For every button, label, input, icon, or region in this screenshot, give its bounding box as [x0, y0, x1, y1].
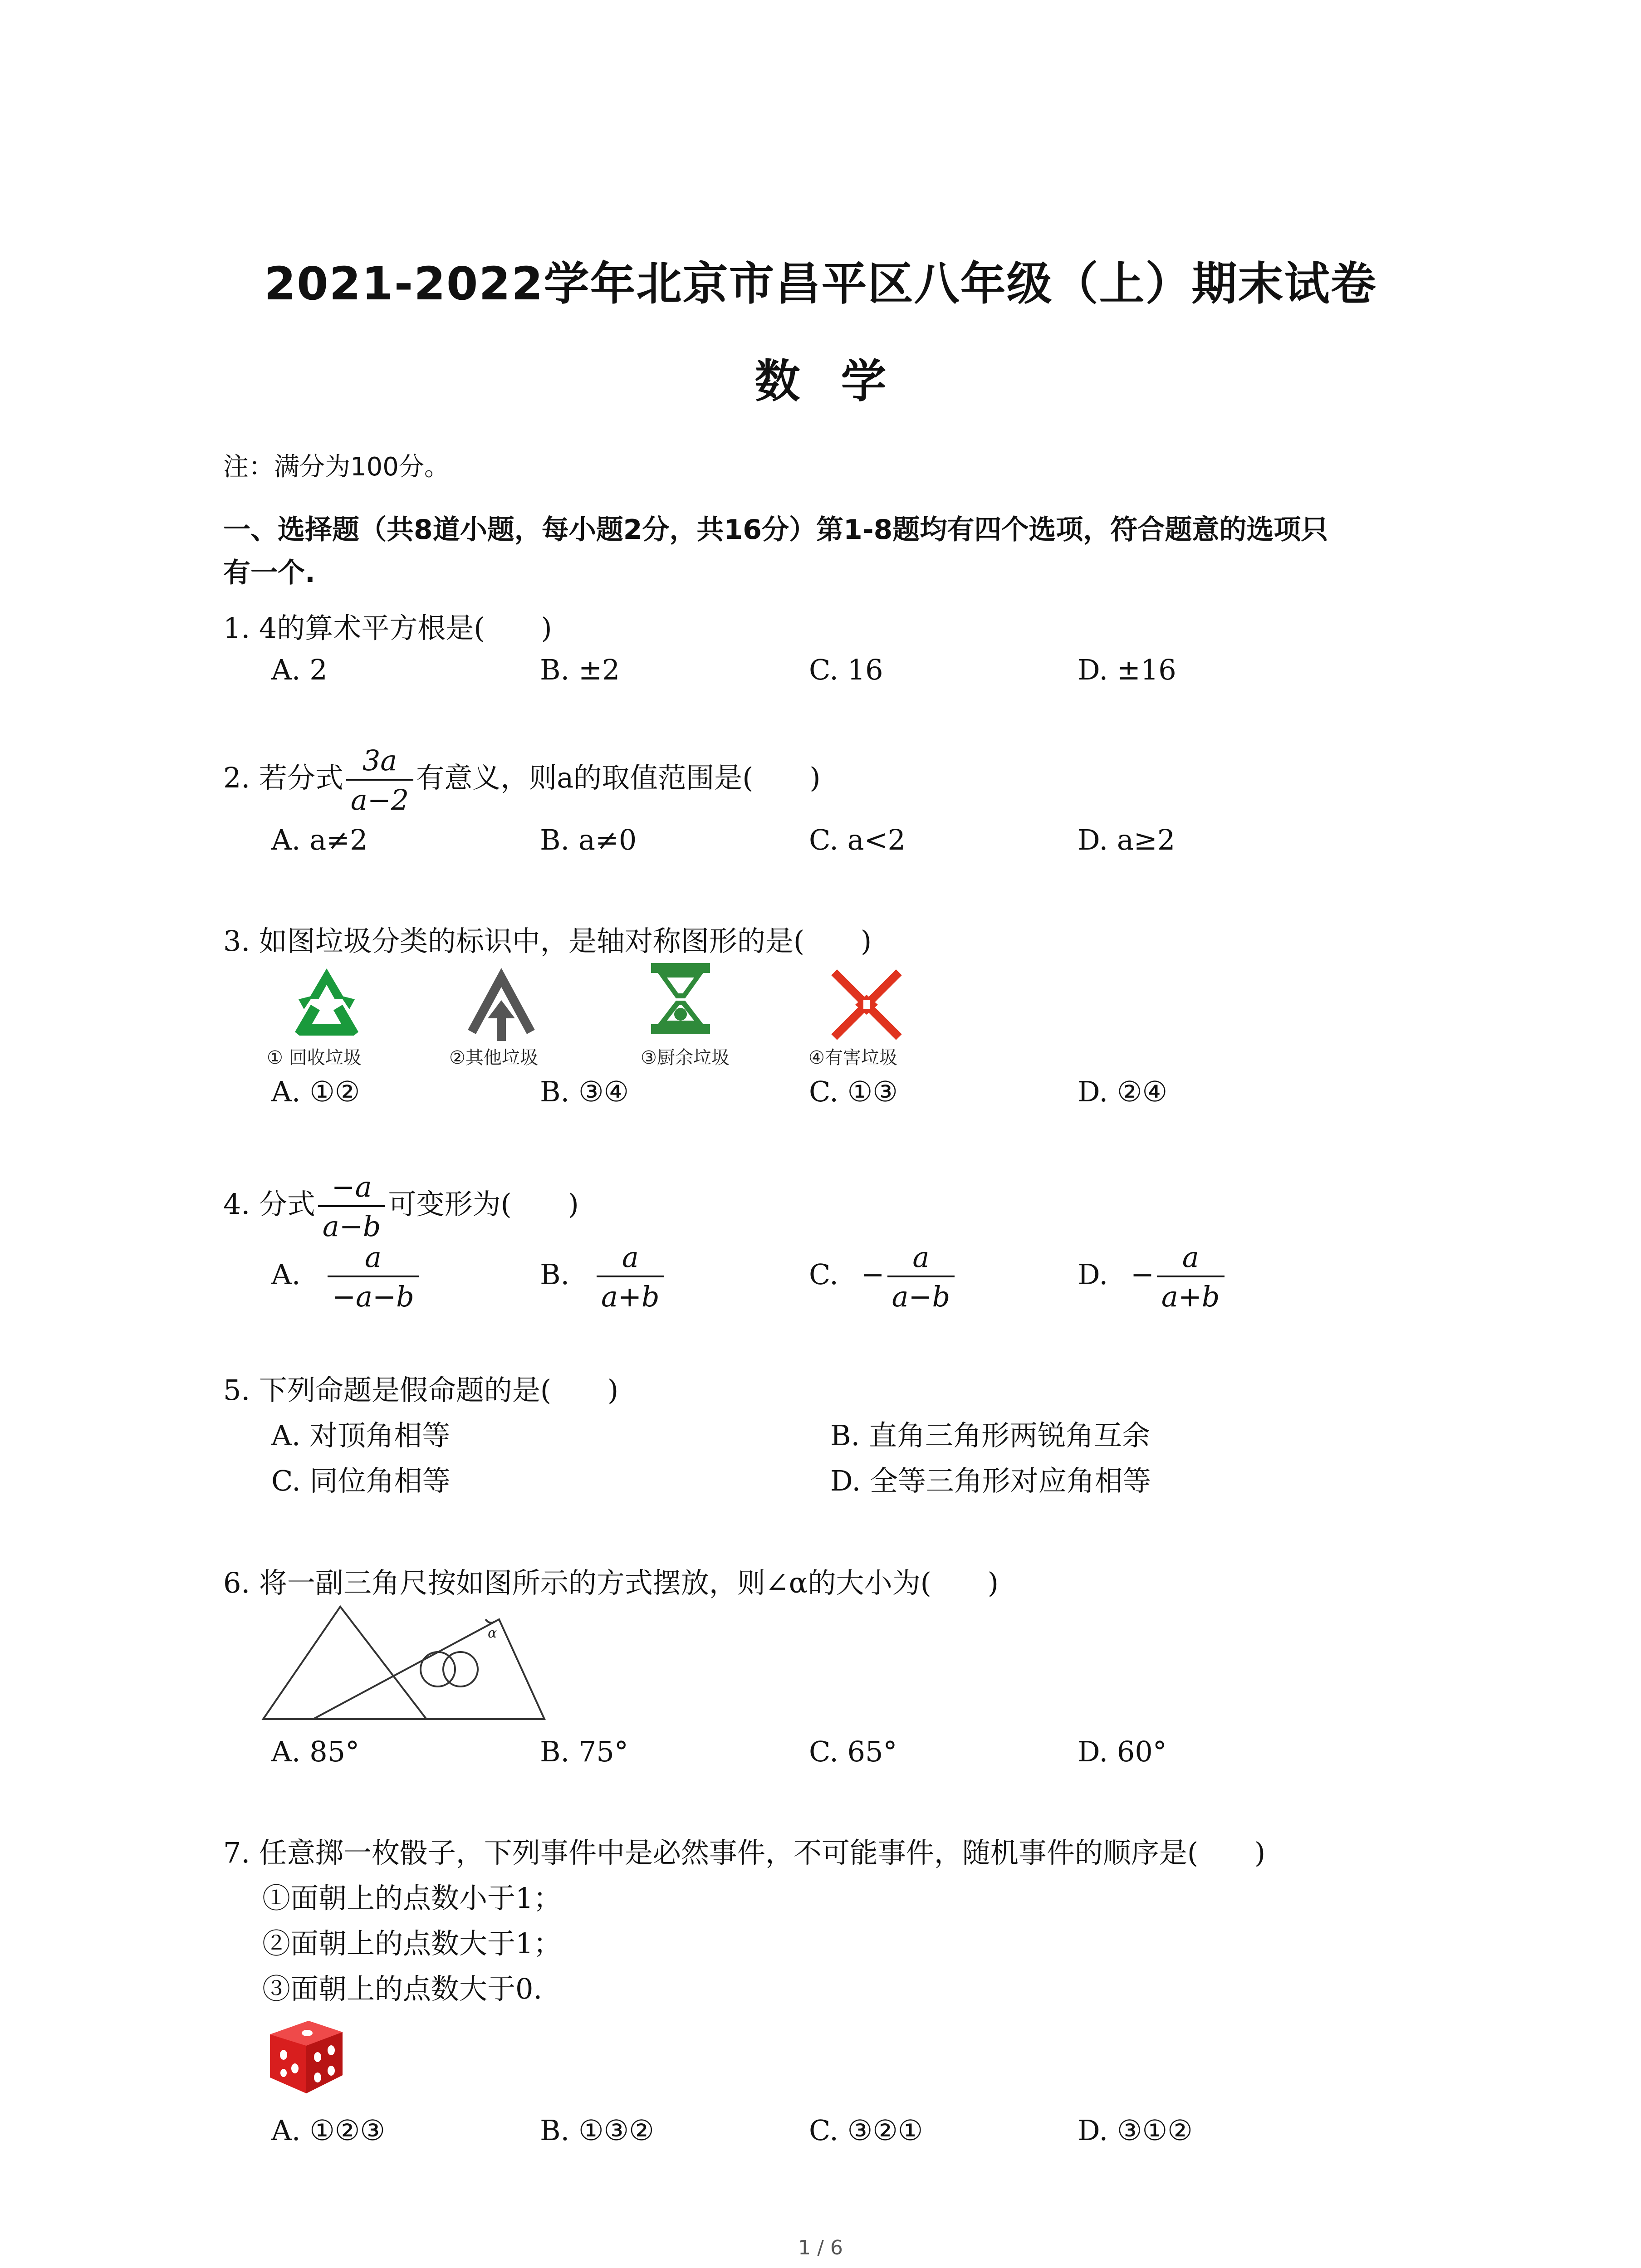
q4-option-b-fraction [597, 1241, 664, 1313]
q4-option-c-num: a [887, 1241, 955, 1277]
q1-option-a[interactable]: A. 2 [271, 653, 328, 686]
q2-frac-num: 3a [346, 744, 413, 781]
caption-other: ②其他垃圾 [449, 1047, 538, 1068]
q7-option-c[interactable]: C. ③②① [809, 2114, 923, 2147]
q4-frac-den: a−b [322, 1210, 381, 1243]
q7-option-a[interactable]: A. ①②③ [271, 2114, 385, 2147]
q4-option-a[interactable] [271, 1241, 421, 1313]
q4-option-c-label: C. [809, 1258, 838, 1291]
q4-option-b-den: a+b [601, 1280, 660, 1313]
q4-option-d[interactable] [1078, 1241, 1227, 1313]
q1-option-d[interactable]: D. ±16 [1078, 653, 1176, 686]
angle-alpha-label: α [488, 1625, 497, 1641]
q2-option-a[interactable]: A. a≠2 [271, 823, 368, 856]
section-heading-line2: 有一个. [223, 557, 315, 589]
exam-title: 2021-2022学年北京市昌平区八年级（上）期末试卷 [264, 257, 1377, 310]
q7-event-3: ③面朝上的点数大于0. [262, 1972, 543, 2005]
question-6: 6. 将一副三角尺按如图所示的方式摆放，则∠α的大小为( ) [223, 1566, 999, 1599]
q1-option-c[interactable]: C. 16 [809, 653, 883, 686]
question-1: 1. 4的算术平方根是( ) [223, 611, 552, 645]
q2-option-c[interactable]: C. a<2 [809, 823, 906, 856]
caption-kitchen: ③厨余垃圾 [641, 1047, 730, 1068]
q7-option-d[interactable]: D. ③①② [1078, 2114, 1193, 2147]
q6-option-d[interactable]: D. 60° [1078, 1735, 1167, 1768]
q4-option-d-fraction [1157, 1241, 1225, 1313]
q3-option-b[interactable]: B. ③④ [540, 1075, 629, 1108]
q5-option-b[interactable]: B. 直角三角形两锐角互余 [830, 1419, 1150, 1452]
q5-option-c[interactable]: C. 同位角相等 [271, 1464, 451, 1497]
triangle-rulers-figure [259, 1601, 549, 1724]
q4-option-a-num: a [328, 1241, 419, 1277]
question-7: 7. 任意掷一枚骰子，下列事件中是必然事件，不可能事件，随机事件的顺序是( ) [223, 1836, 1266, 1869]
q4-option-d-label: D. [1078, 1258, 1108, 1291]
question-3: 3. 如图垃圾分类的标识中，是轴对称图形的是( ) [223, 924, 872, 958]
q4-fraction [318, 1170, 386, 1243]
q2-suffix: 有意义，则a的取值范围是( ) [416, 761, 821, 795]
q2-fraction [346, 744, 413, 816]
caption-hazard: ④有害垃圾 [808, 1047, 897, 1068]
kitchen-waste-icon [647, 961, 715, 1038]
question-4 [223, 1170, 579, 1243]
q4-option-c[interactable] [809, 1241, 957, 1313]
q7-option-b[interactable]: B. ①③② [540, 2114, 654, 2147]
q4-option-b[interactable] [540, 1241, 667, 1313]
page-number: 1 / 6 [798, 2236, 843, 2259]
q6-option-c[interactable]: C. 65° [809, 1735, 897, 1768]
q3-option-a[interactable]: A. ①② [271, 1075, 360, 1108]
exam-subtitle: 数学 [754, 355, 927, 408]
q2-frac-den: a−2 [350, 783, 409, 816]
q7-event-1: ①面朝上的点数小于1； [262, 1882, 562, 1915]
score-note: 注：满分为100分。 [223, 452, 450, 482]
q3-option-c[interactable]: C. ①③ [809, 1075, 898, 1108]
other-waste-icon [463, 964, 540, 1046]
question-5: 5. 下列命题是假命题的是( ) [223, 1374, 619, 1407]
q6-option-a[interactable]: A. 85° [271, 1735, 360, 1768]
q2-prefix: 2. 若分式 [223, 761, 343, 795]
q4-option-c-sign: − [861, 1258, 885, 1291]
q4-option-d-num: a [1157, 1241, 1225, 1277]
q5-option-d[interactable]: D. 全等三角形对应角相等 [830, 1464, 1151, 1497]
section-heading-line1: 一、选择题（共8道小题，每小题2分，共16分）第1-8题均有四个选项，符合题意的选项只 [223, 514, 1328, 546]
q2-option-b[interactable]: B. a≠0 [540, 823, 637, 856]
q4-prefix: 4. 分式 [223, 1188, 315, 1221]
q4-option-a-label: A. [271, 1258, 301, 1291]
q6-option-b[interactable]: B. 75° [540, 1735, 628, 1768]
q2-option-d[interactable]: D. a≥2 [1078, 823, 1176, 856]
q4-option-d-sign: − [1130, 1258, 1154, 1291]
q4-option-d-den: a+b [1161, 1280, 1220, 1313]
recycle-icon [286, 964, 367, 1046]
q3-option-d[interactable]: D. ②④ [1078, 1075, 1168, 1108]
dice-icon [265, 2014, 347, 2098]
q4-option-c-den: a−b [892, 1280, 950, 1313]
q4-suffix: 可变形为( ) [388, 1188, 579, 1221]
q4-option-c-fraction [887, 1241, 955, 1313]
q4-option-a-den: −a−b [332, 1280, 414, 1313]
q1-option-b[interactable]: B. ±2 [540, 653, 620, 686]
q4-frac-num: −a [318, 1170, 386, 1207]
q4-option-a-fraction [328, 1241, 419, 1313]
q7-event-2: ②面朝上的点数大于1； [262, 1927, 562, 1960]
question-2 [223, 744, 821, 816]
hazardous-waste-icon [828, 968, 905, 1041]
q5-option-a[interactable]: A. 对顶角相等 [271, 1419, 451, 1452]
caption-recycle: ① 回收垃圾 [267, 1047, 362, 1068]
q4-option-b-num: a [597, 1241, 664, 1277]
q4-option-b-label: B. [540, 1258, 570, 1291]
